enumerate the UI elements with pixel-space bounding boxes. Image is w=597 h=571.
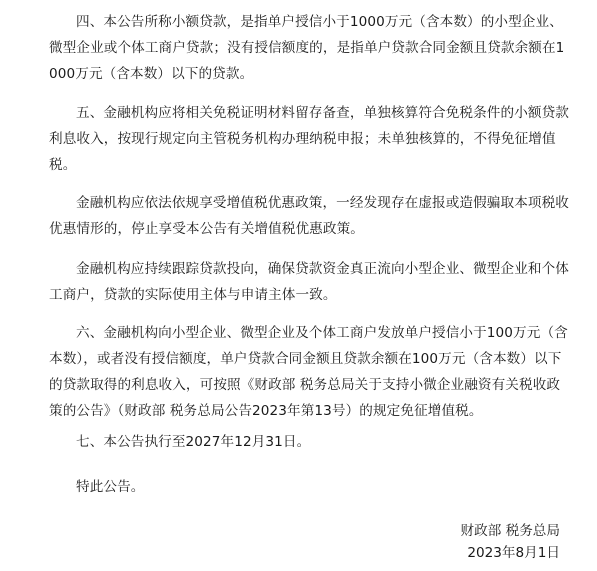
paragraph-article-5: 五、金融机构应将相关免税证明材料留存备查，单独核算符合免税条件的小额贷款利息收入，按现行规定向主管税务机构办理纳税申报；未单独核算的，不得免征增值税。 (49, 105, 569, 173)
paragraph-loan-tracking: 金融机构应持续跟踪贷款投向，确保贷款资金真正流向小型企业、微型企业和个体工商户，贷款的实际使用主体与申请主体一致。 (49, 261, 569, 303)
paragraph-closing: 特此公告。 (76, 479, 145, 495)
paragraph-article-6: 六、金融机构向小型企业、微型企业及个体工商户发放单户授信小于100万元（含本数），或者没有授信额度，单户贷款合同金额且贷款余额在100万元（含本数）以下的贷款取得的利息收入，可按照《财政部 税务总局关于支持小微企业融资有关税收政策的公告》（财政部 税务总局公告2023年第13号）的规定免征增值税。 (49, 325, 568, 419)
signature-date: 2023年8月1日 (467, 545, 560, 561)
signature-organization: 财政部 税务总局 (460, 523, 560, 539)
paragraph-article-4: 四、本公告所称小额贷款，是指单户授信小于1000万元（含本数）的小型企业、微型企业或个体工商户贷款；没有授信额度的，是指单户贷款合同金额且贷款余额在1000万元（含本数）以下的贷款。 (49, 14, 565, 82)
paragraph-tax-compliance: 金融机构应依法依规享受增值税优惠政策，一经发现存在虚报或造假骗取本项税收优惠情形的，停止享受本公告有关增值税优惠政策。 (49, 195, 569, 237)
paragraph-article-7: 七、本公告执行至2027年12月31日。 (76, 434, 311, 450)
